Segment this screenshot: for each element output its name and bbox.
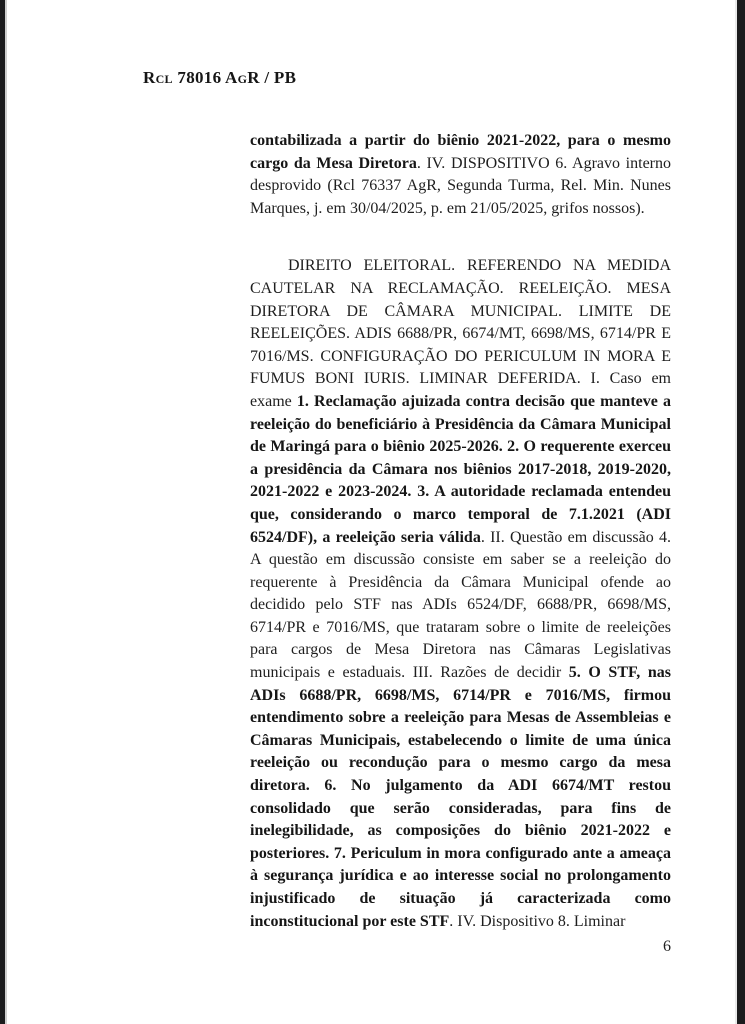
text-run: . IV. DISPOSITIVO 6. Agravo interno desprovido (Rcl 76337 AgR, Segunda Turma, Rel. Min. Nunes Marques, j. em 30/04/2025, p. em 21/05/2025, grifos nossos). (250, 154, 671, 217)
document-body (250, 130, 671, 959)
photo-edge-left-line (5, 0, 7, 1024)
text-run: DIREITO ELEITORAL. REFERENDO NA MEDIDA CAUTELAR NA RECLAMAÇÃO. REELEIÇÃO. MESA DIRETORA DE CÂMARA MUNICIPAL. LIMITE DE REELEIÇÕES. ADIS 6688/PR, 6674/MT, 6698/MS, 6714/PR E 7016/MS. CONFIGURAÇÃO DO PERICULUM IN MORA E FUMUS BONI IURIS. LIMINAR DEFERIDA. I. Caso em exame (250, 257, 671, 410)
page-number: 6 (663, 938, 671, 956)
text-run: . IV. Dispositivo 8. Liminar (449, 912, 626, 930)
photo-edge-right-line (735, 0, 737, 1024)
case-number-header: Rcl 78016 AgR / PB (143, 68, 297, 87)
excerpt-paragraph (250, 130, 671, 220)
ementa-paragraph (250, 255, 671, 933)
photo-edge-right (737, 0, 745, 1024)
text-run: 1. Reclamação ajuizada contra decisão que manteve a reeleição do beneficiário à Presidência da Câmara Municipal de Maringá para o biênio 2025-2026. 2. O requerente exerceu a presidência da Câmara nos biênios 2017-2018, 2019-2020, 2021-2022 e 2023-2024. 3. A autoridade reclamada entendeu que, considerando o marco temporal de 7.1.2021 (ADI 6524/DF), a reeleição seria válida (250, 392, 671, 546)
text-run: 5. O STF, nas ADIs 6688/PR, 6698/MS, 6714/PR e 7016/MS, firmou entendimento sobre a reeleição para Mesas de Assembleias e Câmaras Municipais, estabelecendo o limite de uma única reeleição ou recondução para o mesmo cargo da mesa diretora. 6. No julgamento da ADI 6674/MT restou consolidado que serão consideradas, para fins de inelegibilidade, as composições do biênio 2021-2022 e posteriores. 7. Periculum in mora configurado ante a ameaça à segurança jurídica e ao interesse social no prolongamento injustificado de situação já caracterizada como inconstitucional por este STF (250, 664, 672, 930)
text-run: . II. Questão em discussão 4. A questão em discussão consiste em saber se a reeleição do requerente à Presidência da Câmara Municipal ofende ao decidido pelo STF nas ADIs 6524/DF, 6688/PR, 6698/MS, 6714/PR e 7016/MS, que trataram sobre o limite de reeleições para cargos de Mesa Diretora nas Câmaras Legislativas municipais e estaduais. III. Razões de decidir (250, 528, 672, 682)
text-run: contabilizada a partir do biênio 2021-2022, para o mesmo cargo da Mesa Diretora (250, 132, 671, 172)
